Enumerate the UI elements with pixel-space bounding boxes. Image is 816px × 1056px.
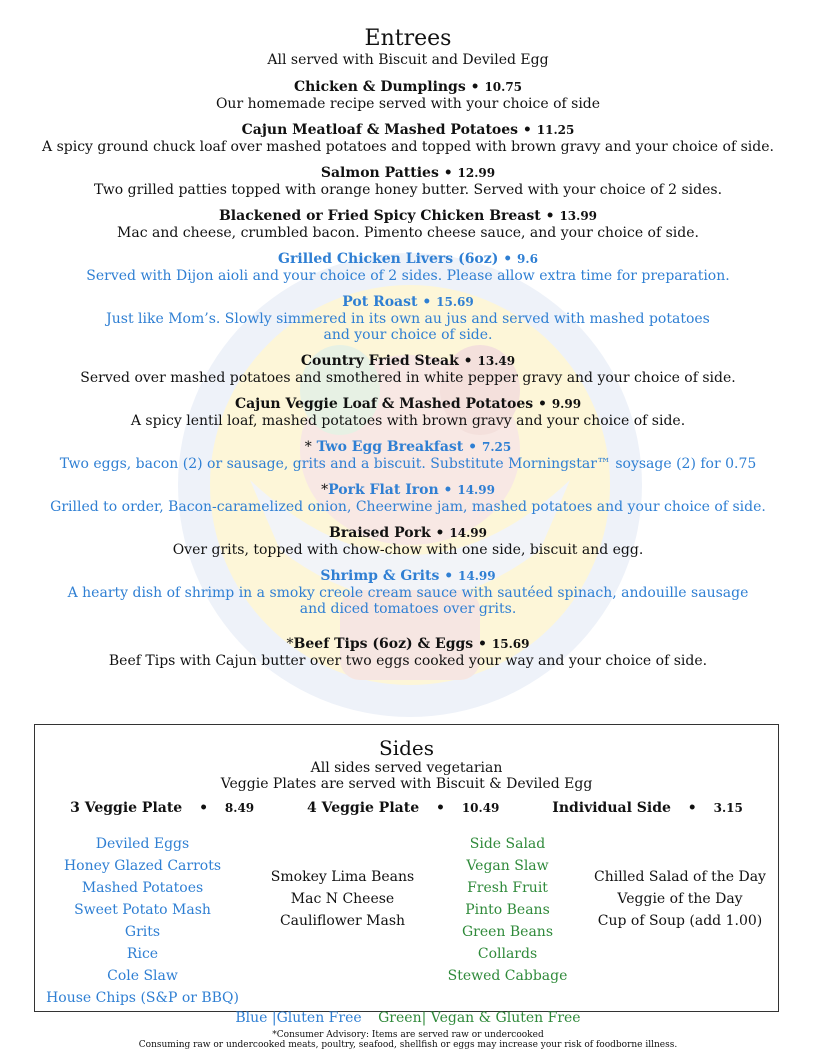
item-desc: Our homemade recipe served with your choice of side (215, 96, 601, 112)
menu-item-gluten-free: *Pork Flat Iron • 14.99 Grilled to order, Bacon-caramelized onion, Cheerwine jam, mashed potatoes and your choice of side. (0, 481, 816, 515)
item-price: 10.75 (484, 80, 523, 94)
side-item: Cole Slaw (107, 968, 178, 984)
item-desc: A hearty dish of shrimp in a smoky creole cream sauce with sautéed spinach, andouille sausage (67, 585, 749, 601)
side-item: Green Beans (461, 924, 554, 940)
item-desc-line2: and diced tomatoes over grits. (299, 601, 517, 617)
side-item: Stewed Cabbage (447, 968, 568, 984)
item-price: 9.99 (551, 397, 582, 411)
diet-legend (0, 1010, 816, 1026)
plate-option: 4 Veggie Plate • 10.49 (307, 800, 500, 816)
side-item: Collards (477, 946, 538, 962)
item-desc: Over grits, topped with chow-chow with one side, biscuit and egg. (172, 542, 644, 558)
legend-vegan: Green| Vegan & Gluten Free (378, 1010, 581, 1026)
plate-option: Individual Side • 3.15 (552, 800, 743, 816)
sides-column-vegan (435, 833, 580, 987)
item-desc: Grilled to order, Bacon-caramelized onion, Cheerwine jam, mashed potatoes and your choice of side. (50, 499, 766, 515)
side-item: Cauliflower Mash (279, 913, 406, 929)
item-desc: Beef Tips with Cajun butter over two eggs cooked your way and your choice of side. (108, 653, 708, 669)
item-price: 12.99 (457, 166, 496, 180)
side-item: Grits (124, 924, 161, 940)
item-name: Blackened or Fried Spicy Chicken Breast (218, 208, 541, 224)
side-item: Sweet Potato Mash (74, 902, 211, 918)
menu-item-gluten-free: Grilled Chicken Livers (6oz) • 9.6 Served with Dijon aioli and your choice of 2 sides. Please allow extra time for preparation. (0, 250, 816, 284)
menu-item: Salmon Patties • 12.99 Two grilled patties topped with orange honey butter. Served with your choice of 2 sides. (0, 164, 816, 198)
plate-option: 3 Veggie Plate • 8.49 (70, 800, 255, 816)
side-item: Honey Glazed Carrots (63, 858, 222, 874)
side-item: Side Salad (469, 836, 546, 852)
item-desc: A spicy ground chuck loaf over mashed potatoes and topped with brown gravy and your choice of side. (42, 139, 774, 155)
item-name: Country Fried Steak (300, 353, 459, 369)
side-item: Rice (126, 946, 159, 962)
item-desc: Two grilled patties topped with orange honey butter. Served with your choice of 2 sides. (93, 182, 723, 198)
advisory-line-2: Consuming raw or undercooked meats, poultry, seafood, shellfish or eggs may increase your risk of foodborne illness. (138, 1040, 678, 1050)
sides-subtitle: All sides served vegetarian (310, 760, 503, 776)
menu-item: Chicken & Dumplings • 10.75 Our homemade recipe served with your choice of side (0, 78, 816, 112)
consumer-advisory (0, 1030, 816, 1050)
item-price: 15.69 (491, 637, 530, 651)
item-name: Two Egg Breakfast (316, 439, 464, 455)
side-item: Vegan Slaw (466, 858, 549, 874)
item-desc: Mac and cheese, crumbled bacon. Pimento cheese sauce, and your choice of side. (117, 225, 699, 241)
sides-column-gluten-free (35, 833, 250, 1009)
entrees-subtitle: All served with Biscuit and Deviled Egg (267, 52, 549, 68)
sides-column (250, 866, 435, 932)
item-name: Beef Tips (6oz) & Eggs (293, 636, 474, 652)
item-name: Braised Pork (329, 525, 431, 541)
raw-asterisk: * (304, 439, 312, 455)
item-price: 13.49 (477, 354, 516, 368)
sides-column-daily (580, 866, 780, 932)
item-price: 14.99 (449, 526, 487, 540)
advisory-line-1: *Consumer Advisory: Items are served raw or undercooked (272, 1030, 544, 1040)
item-price: 11.25 (536, 123, 575, 137)
item-name: Shrimp & Grits (320, 568, 440, 584)
item-price: 7.25 (481, 440, 512, 454)
side-item: Mac N Cheese (290, 891, 395, 907)
menu-item-gluten-free: Pot Roast • 15.69 Just like Mom’s. Slowly simmered in its own au jus and served with mashed potatoes and your choice of side. (0, 293, 816, 343)
raw-asterisk: * (286, 636, 294, 652)
item-desc: Served over mashed potatoes and smothered in white pepper gravy and your choice of side. (80, 370, 736, 386)
sides-title: Sides (379, 736, 434, 760)
item-price: 14.99 (457, 483, 495, 497)
item-desc: A spicy lentil loaf, mashed potatoes with brown gravy and your choice of side. (130, 413, 686, 429)
item-desc: Two eggs, bacon (2) or sausage, grits and a biscuit. Substitute Morningstar™ soysage (2) for 0.75 (59, 456, 757, 472)
menu-item: Blackened or Fried Spicy Chicken Breast • 13.99 Mac and cheese, crumbled bacon. Pimento cheese sauce, and your choice of side. (0, 207, 816, 241)
item-price: 15.69 (436, 295, 474, 309)
item-desc: Just like Mom’s. Slowly simmered in its own au jus and served with mashed potatoes (106, 311, 710, 327)
sides-section (34, 724, 779, 1012)
menu-item-gluten-free: * Two Egg Breakfast • 7.25 Two eggs, bacon (2) or sausage, grits and a biscuit. Substitute Morningstar™ soysage (2) for 0.75 (0, 438, 816, 472)
entrees-title: Entrees (364, 26, 452, 51)
menu-item-gluten-free: Shrimp & Grits • 14.99 A hearty dish of shrimp in a smoky creole cream sauce with sautéed spinach, andouille sausage and diced tomatoes over grits. (0, 567, 816, 617)
item-name: Grilled Chicken Livers (6oz) (278, 251, 499, 267)
menu-item: Cajun Meatloaf & Mashed Potatoes • 11.25 A spicy ground chuck loaf over mashed potatoes and topped with brown gravy and your choice of side. (0, 121, 816, 155)
item-price: 13.99 (559, 209, 598, 223)
side-item: Chilled Salad of the Day (594, 869, 766, 885)
menu-item: Cajun Veggie Loaf & Mashed Potatoes • 9.99 A spicy lentil loaf, mashed potatoes with brown gravy and your choice of side. (0, 395, 816, 429)
sides-subtitle-plates: Veggie Plates are served with Biscuit & Deviled Egg (220, 776, 593, 792)
item-name: Pot Roast (342, 294, 418, 310)
side-item: Deviled Eggs (95, 836, 190, 852)
legend-gluten-free: Blue |Gluten Free (235, 1010, 362, 1026)
side-item: Mashed Potatoes (81, 880, 204, 896)
item-name: Chicken & Dumplings (293, 79, 466, 95)
raw-asterisk: * (321, 482, 329, 498)
item-desc-line2: and your choice of side. (323, 327, 493, 343)
item-name: Salmon Patties (320, 165, 439, 181)
item-desc: Served with Dijon aioli and your choice of 2 sides. Please allow extra time for preparation. (86, 268, 730, 284)
side-item: Veggie of the Day (617, 891, 743, 907)
plate-prices (35, 800, 778, 816)
side-item: House Chips (S&P or BBQ) (46, 990, 239, 1006)
item-price: 14.99 (458, 569, 496, 583)
side-item: Cup of Soup (add 1.00) (597, 913, 763, 929)
item-price: 9.6 (517, 252, 538, 266)
side-item: Pinto Beans (465, 902, 550, 918)
menu-item: Country Fried Steak • 13.49 Served over mashed potatoes and smothered in white pepper gravy and your choice of side. (0, 352, 816, 386)
menu-item: Braised Pork • 14.99 Over grits, topped with chow-chow with one side, biscuit and egg. (0, 524, 816, 558)
menu-item: *Beef Tips (6oz) & Eggs • 15.69 Beef Tips with Cajun butter over two eggs cooked your way and your choice of side. (0, 635, 816, 669)
side-item: Fresh Fruit (467, 880, 548, 896)
item-name: Pork Flat Iron (328, 482, 439, 498)
side-item: Smokey Lima Beans (270, 869, 415, 885)
item-name: Cajun Veggie Loaf & Mashed Potatoes (234, 396, 534, 412)
item-name: Cajun Meatloaf & Mashed Potatoes (241, 122, 519, 138)
